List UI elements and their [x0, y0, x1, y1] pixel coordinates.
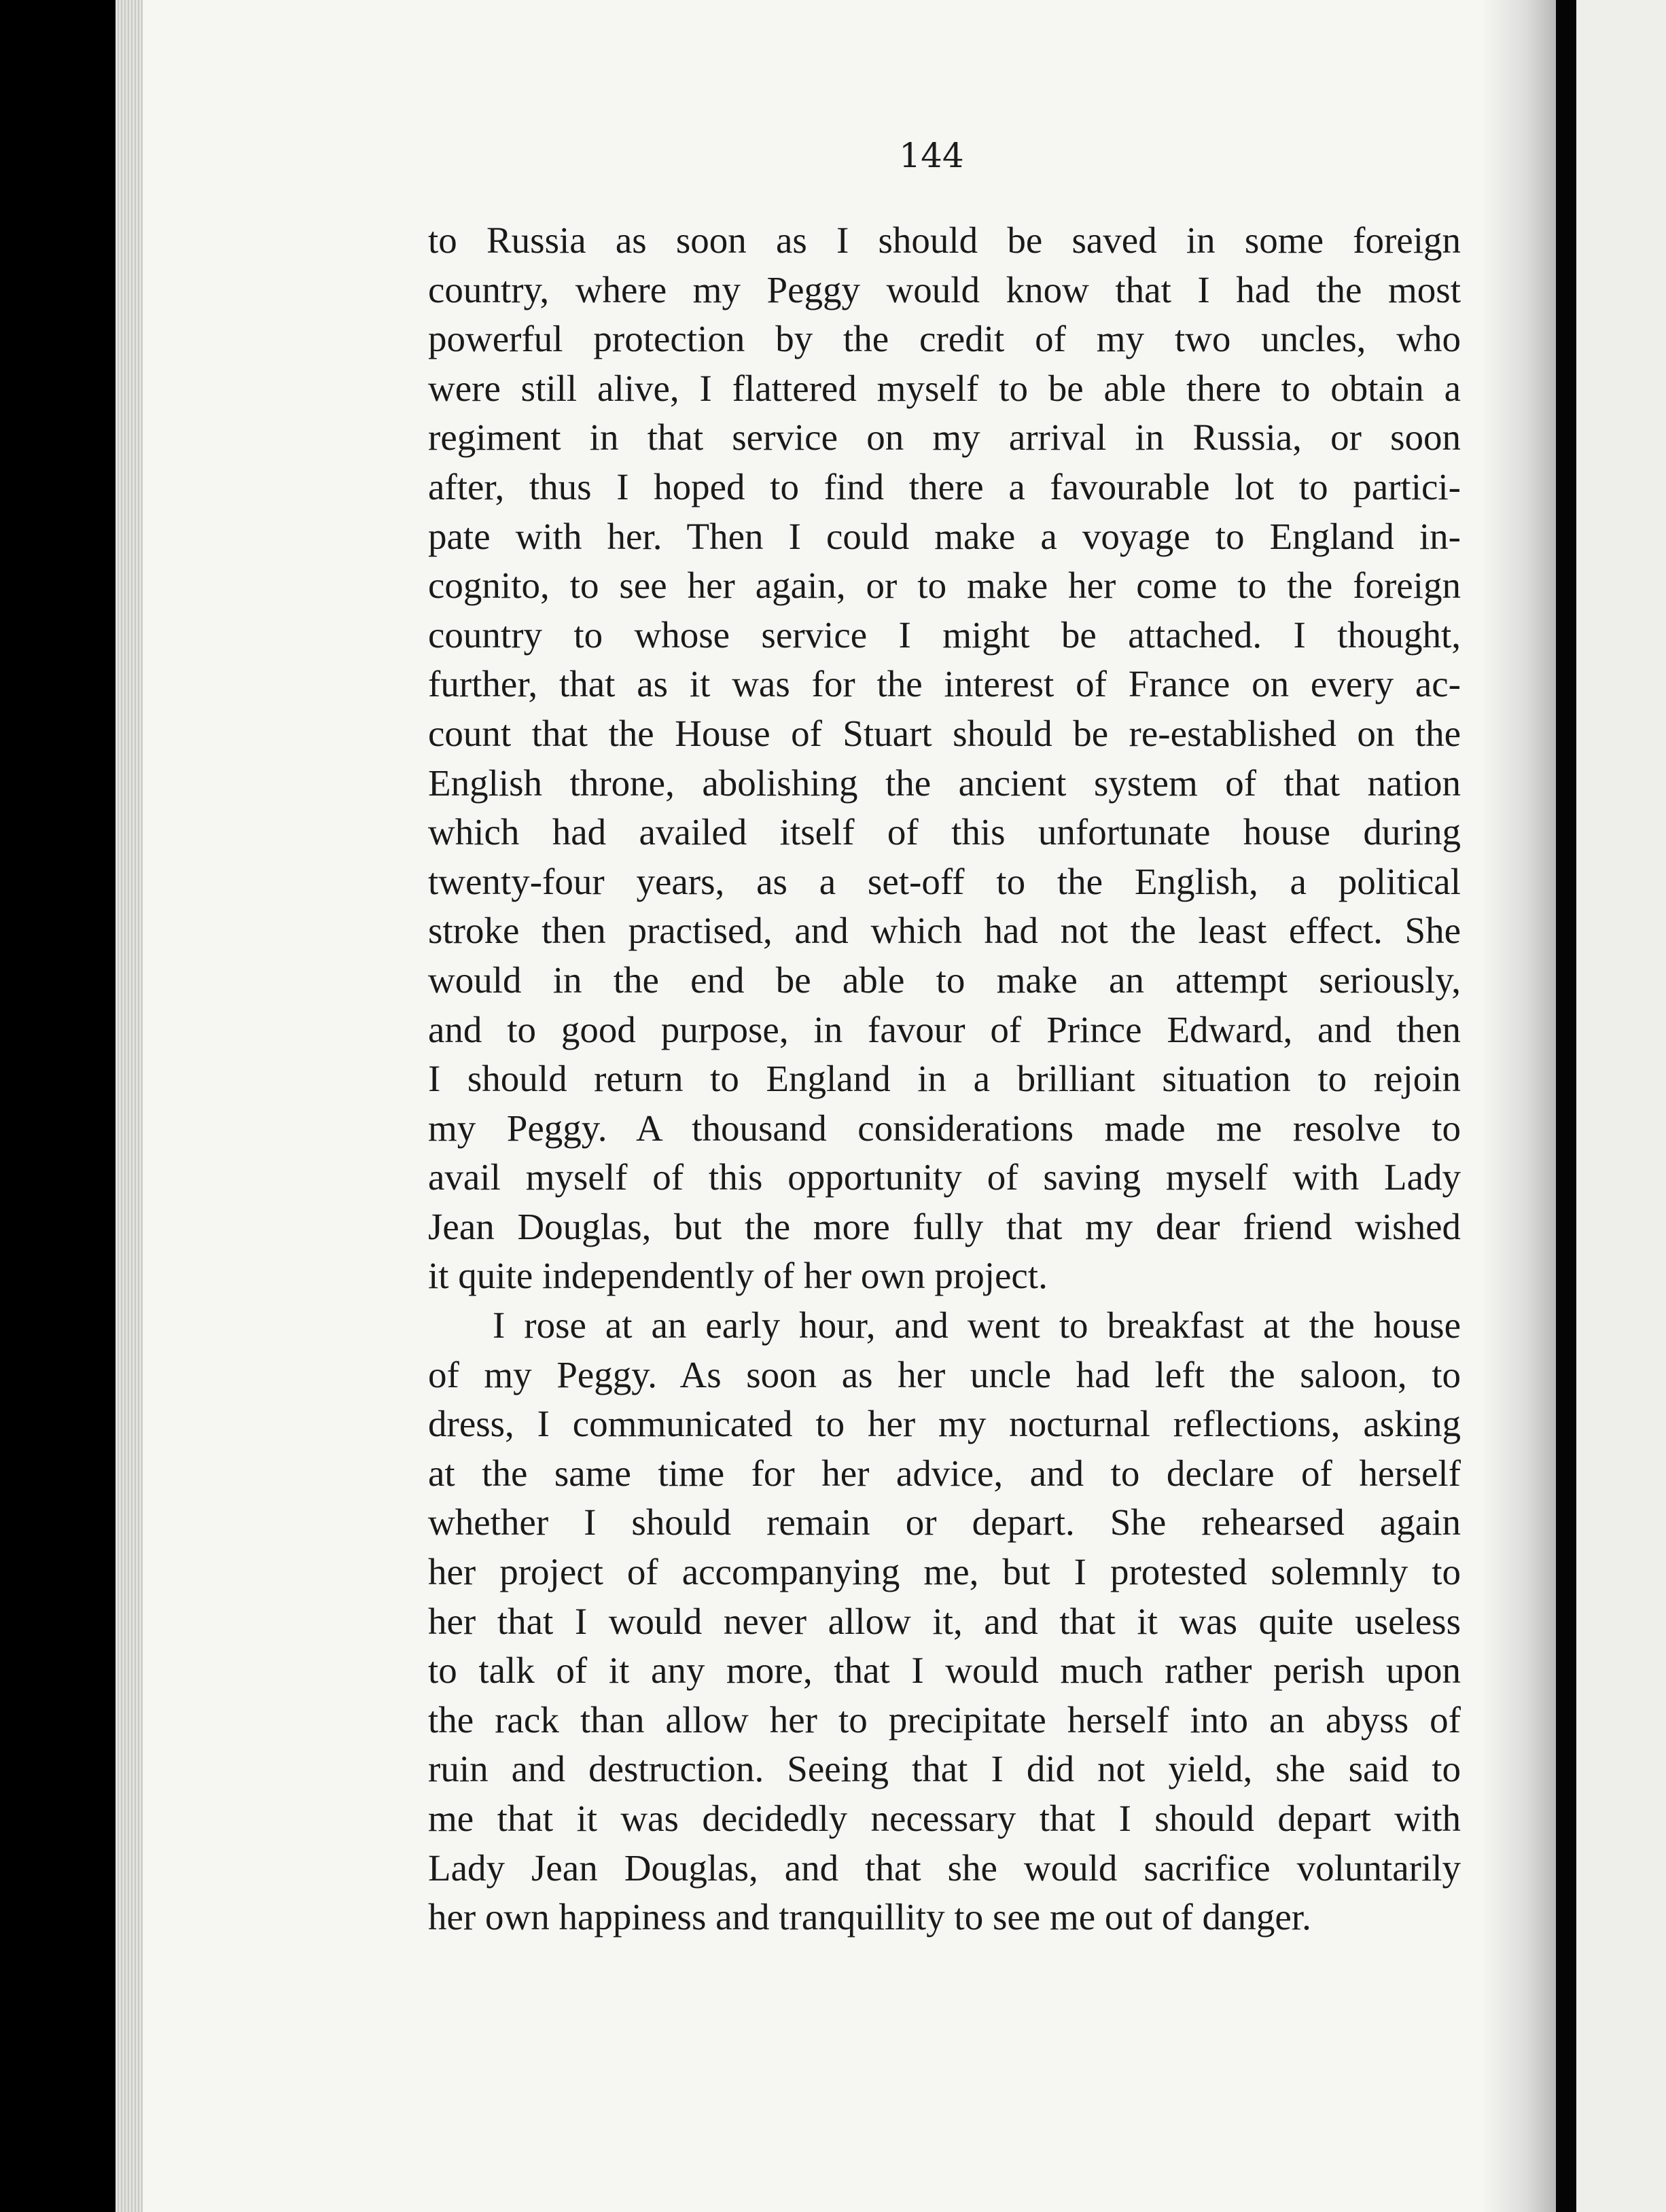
text-line: ruin and destruction. Seeing that I did not yield, she said to — [428, 1748, 1461, 1790]
text-line: I rose at an early hour, and went to breakfast at the house — [493, 1304, 1461, 1346]
text-line: stroke then practised, and which had not the least effect. She — [428, 910, 1461, 952]
text-line: country to whose service I might be attached. I thought, — [428, 613, 1461, 656]
text-line: whether I should remain or depart. She rehearsed again — [428, 1501, 1461, 1544]
book-gutter — [1556, 0, 1576, 2212]
text-line: cognito, to see her again, or to make her come to the foreign — [428, 565, 1461, 607]
text-line: me that it was decidedly necessary that I should depart with — [428, 1798, 1461, 1839]
text-line: twenty-four years, as a set-off to the English, a political — [428, 860, 1461, 902]
text-line: count that the House of Stuart should be re-established on the — [428, 712, 1461, 754]
page-edge-stack — [116, 0, 143, 2212]
text-line: English throne, abolishing the ancient system of that nation — [428, 762, 1461, 804]
text-line: country, where my Peggy would know that I had the most — [428, 268, 1461, 310]
text-line: Jean Douglas, but the more fully that my dear friend wished — [428, 1205, 1461, 1247]
binding-shadow — [1481, 0, 1556, 2212]
text-line: her own happiness and tranquillity to see me out of danger. — [428, 1896, 1311, 1938]
text-line: to talk of it any more, that I would much rather perish upon — [428, 1649, 1461, 1692]
body-text — [428, 216, 1461, 1942]
text-line: would in the end be able to make an attempt seriously, — [428, 959, 1461, 1001]
text-line: my Peggy. A thousand considerations made me resolve to — [428, 1107, 1461, 1149]
text-line: dress, I communicated to her my nocturnal reflections, asking — [428, 1403, 1461, 1445]
text-line: her project of accompanying me, but I protested solemnly to — [428, 1551, 1461, 1593]
paragraph-1 — [428, 216, 1461, 1301]
page-number: 144 — [899, 136, 964, 175]
text-line: it quite independently of her own project. — [428, 1255, 1048, 1297]
facing-page-edge — [1576, 0, 1666, 2212]
text-line: I should return to England in a brilliant situation to rejoin — [428, 1058, 1461, 1100]
text-line: were still alive, I flattered myself to be able there to obtain a — [428, 367, 1461, 409]
text-line: Lady Jean Douglas, and that she would sacrifice voluntarily — [428, 1847, 1461, 1889]
text-line: powerful protection by the credit of my two uncles, who — [428, 318, 1461, 360]
paragraph-2 — [428, 1301, 1461, 1942]
text-line: the rack than allow her to precipitate herself into an abyss of — [428, 1698, 1461, 1741]
text-line: avail myself of this opportunity of saving myself with Lady — [428, 1156, 1461, 1198]
text-line: after, thus I hoped to find there a favourable lot to partici- — [428, 465, 1461, 507]
text-line: to Russia as soon as I should be saved in some foreign — [428, 219, 1461, 261]
text-line: regiment in that service on my arrival in Russia, or soon — [428, 416, 1461, 459]
text-line: further, that as it was for the interest of France on every ac- — [428, 663, 1461, 705]
text-line: of my Peggy. As soon as her uncle had left the saloon, to — [428, 1353, 1461, 1395]
text-line: her that I would never allow it, and that it was quite useless — [428, 1600, 1461, 1642]
text-line: pate with her. Then I could make a voyage to England in- — [428, 515, 1461, 557]
text-line: which had availed itself of this unfortunate house during — [428, 811, 1461, 853]
text-line: and to good purpose, in favour of Prince Edward, and then — [428, 1008, 1461, 1050]
text-line: at the same time for her advice, and to declare of herself — [428, 1452, 1461, 1494]
